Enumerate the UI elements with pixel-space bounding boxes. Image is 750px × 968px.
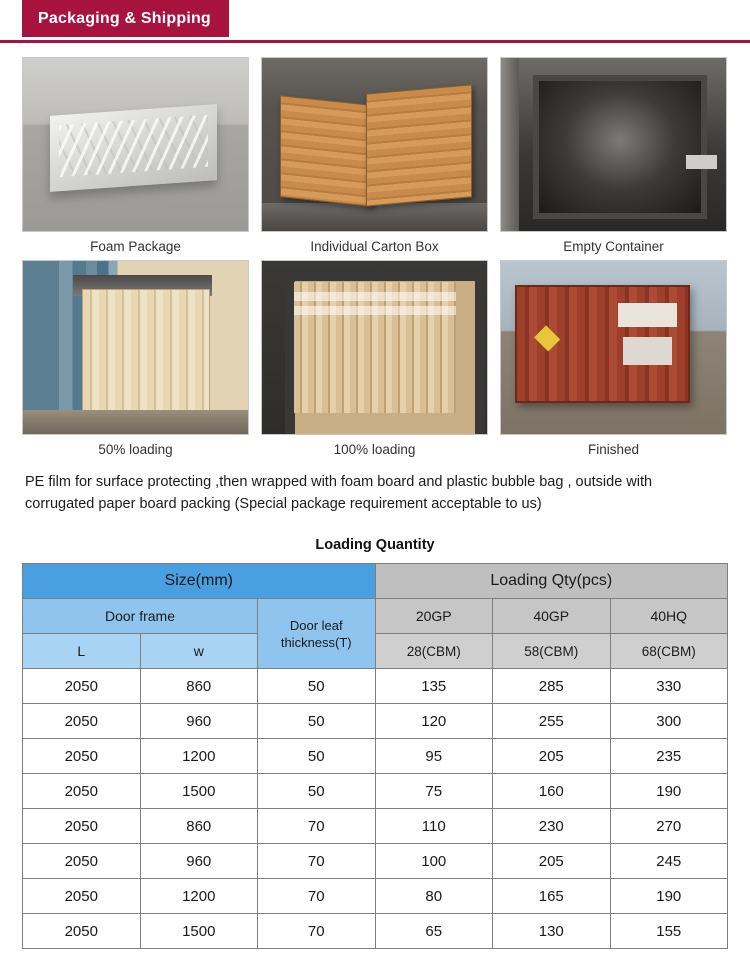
cell-t: 50 [258, 669, 376, 704]
cell-40hq: 330 [610, 669, 728, 704]
table-row [23, 669, 728, 704]
table-row [23, 739, 728, 774]
table-header-row-2 [23, 599, 728, 634]
carton-stack-left [280, 95, 372, 207]
cbm-20gp: 28(CBM) [375, 634, 493, 669]
strapping-band-top [294, 292, 456, 301]
cell-40hq: 245 [610, 844, 728, 879]
gallery-item [261, 260, 488, 463]
cbm-40hq: 68(CBM) [610, 634, 728, 669]
cell-l: 2050 [23, 704, 141, 739]
individual-carton-box-photo [261, 57, 488, 232]
cell-40gp: 255 [493, 704, 611, 739]
gallery-row-1 [22, 57, 728, 260]
table-row [23, 809, 728, 844]
cell-20gp: 135 [375, 669, 493, 704]
cell-40hq: 235 [610, 739, 728, 774]
cell-40hq: 270 [610, 809, 728, 844]
cell-w: 1500 [140, 914, 258, 949]
photo-caption: 50% loading [98, 442, 173, 457]
cbm-40gp: 58(CBM) [493, 634, 611, 669]
header-width: w [140, 634, 258, 669]
header-40hq: 40HQ [610, 599, 728, 634]
cell-40gp: 230 [493, 809, 611, 844]
cell-l: 2050 [23, 879, 141, 914]
loaded-doors [82, 289, 210, 416]
packaging-gallery [22, 43, 728, 463]
empty-container-photo [500, 57, 727, 232]
cell-w: 960 [140, 704, 258, 739]
cell-20gp: 120 [375, 704, 493, 739]
cell-w: 1200 [140, 879, 258, 914]
full-loading-photo [261, 260, 488, 435]
photo-caption: Empty Container [563, 239, 664, 254]
photo-caption: Foam Package [90, 239, 181, 254]
gallery-item [22, 57, 249, 260]
carton-stack-right [366, 85, 472, 207]
cell-20gp: 95 [375, 739, 493, 774]
cell-l: 2050 [23, 914, 141, 949]
door-frame-header: Door frame [23, 599, 258, 634]
strapping-band [294, 306, 456, 315]
cell-40hq: 300 [610, 704, 728, 739]
cell-t: 50 [258, 704, 376, 739]
table-row [23, 844, 728, 879]
cell-w: 1200 [140, 739, 258, 774]
size-group-header: Size(mm) [23, 564, 376, 599]
cell-40gp: 160 [493, 774, 611, 809]
cell-l: 2050 [23, 774, 141, 809]
gallery-item [500, 260, 727, 463]
loading-quantity-table [22, 563, 728, 949]
container-floor [23, 410, 248, 434]
cell-t: 70 [258, 844, 376, 879]
container-rail [686, 155, 718, 169]
photo-caption: 100% loading [333, 442, 416, 457]
section-header [0, 0, 750, 43]
cell-40gp: 130 [493, 914, 611, 949]
cell-l: 2050 [23, 669, 141, 704]
packed-doors [294, 282, 456, 413]
gallery-item [22, 260, 249, 463]
cell-t: 50 [258, 774, 376, 809]
cell-20gp: 100 [375, 844, 493, 879]
door-leaf-thickness-header: Door leaf thickness(T) [258, 599, 376, 669]
container-number-plate [618, 303, 677, 327]
gallery-item [261, 57, 488, 260]
cell-l: 2050 [23, 844, 141, 879]
cell-20gp: 65 [375, 914, 493, 949]
cell-40gp: 205 [493, 844, 611, 879]
table-header-row-3 [23, 634, 728, 669]
gallery-row-2 [22, 260, 728, 463]
cell-40hq: 155 [610, 914, 728, 949]
header-20gp: 20GP [375, 599, 493, 634]
gallery-item [500, 57, 727, 260]
cell-40gp: 165 [493, 879, 611, 914]
warehouse-floor [262, 203, 487, 231]
cell-40hq: 190 [610, 879, 728, 914]
cell-w: 960 [140, 844, 258, 879]
foam-package-photo [22, 57, 249, 232]
cell-w: 860 [140, 809, 258, 844]
table-row [23, 914, 728, 949]
finished-container-photo [500, 260, 727, 435]
cell-40gp: 205 [493, 739, 611, 774]
packaging-description: PE film for surface protecting ,then wrapped with foam board and plastic bubble bag , outside with corrugated paper board packing (Special package requirement acceptable to us) [25, 474, 653, 512]
half-loading-photo [22, 260, 249, 435]
photo-caption: Individual Carton Box [310, 239, 439, 254]
table-row [23, 879, 728, 914]
header-length: L [23, 634, 141, 669]
cell-w: 860 [140, 669, 258, 704]
photo-caption: Finished [587, 442, 640, 457]
container-info-plate [623, 337, 673, 365]
cell-20gp: 75 [375, 774, 493, 809]
cell-w: 1500 [140, 774, 258, 809]
cell-40hq: 190 [610, 774, 728, 809]
cell-t: 70 [258, 879, 376, 914]
table-header-row-1 [23, 564, 728, 599]
table-row [23, 774, 728, 809]
cell-t: 70 [258, 809, 376, 844]
cell-20gp: 80 [375, 879, 493, 914]
cell-t: 70 [258, 914, 376, 949]
table-title: Loading Quantity [315, 537, 435, 553]
cell-l: 2050 [23, 809, 141, 844]
table-row [23, 704, 728, 739]
cell-40gp: 285 [493, 669, 611, 704]
cell-20gp: 110 [375, 809, 493, 844]
header-40gp: 40GP [493, 599, 611, 634]
container-interior [533, 75, 707, 218]
qty-group-header: Loading Qty(pcs) [375, 564, 728, 599]
cell-t: 50 [258, 739, 376, 774]
cell-l: 2050 [23, 739, 141, 774]
section-title: Packaging & Shipping [22, 0, 229, 37]
container-edge [501, 58, 519, 231]
